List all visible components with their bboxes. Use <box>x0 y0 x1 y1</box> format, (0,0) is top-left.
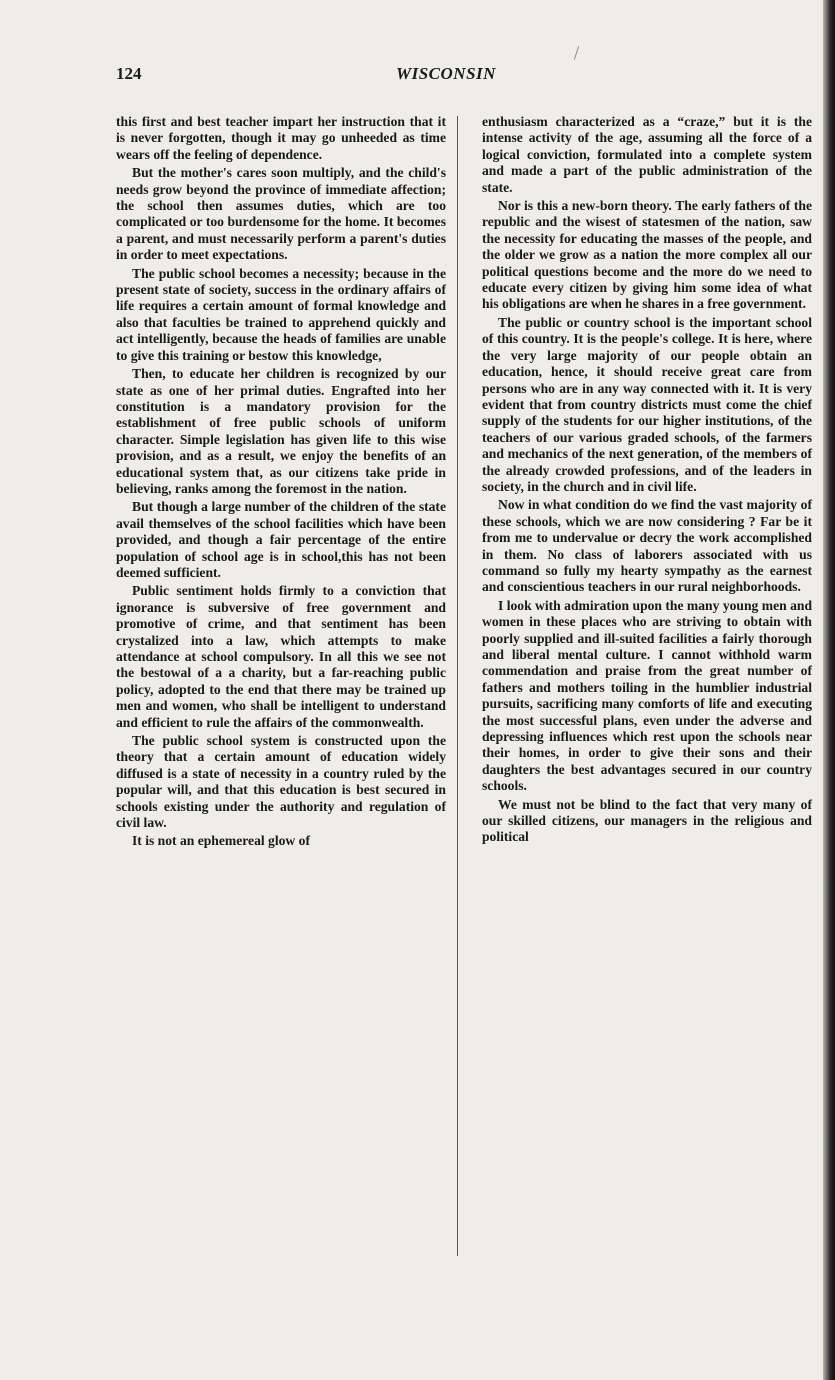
page-number: 124 <box>116 64 142 83</box>
paragraph: Then, to educate her children is recognized by our state as one of her primal duties. Engrafted into her constitution is a mandatory provision for the establishment of free public schools of uniform character. Simple legislation has given life to this wise provision, and as a result, we enjoy the benefits of an educational system that, as our citizens take pride in believing, ranks among the foremost in the nation. <box>116 366 446 496</box>
paragraph: The public or country school is the important school of this country. It is the people's college. It is here, where the very large majority of our people obtain an education, hence, it should receive great care from persons who are in any way connected with it. It is very evident that from country districts must come the chief supply of the students for our higher institutions, of the teachers of our various graded schools, of the farmers and mechanics of the next generation, of the members of the already crowded professions, and of the leaders in society, in the church and in civil life. <box>482 314 812 494</box>
column-divider <box>457 116 458 1256</box>
paragraph: But though a large number of the children of the state avail themselves of the school facilities which have been provided, and though a fair percentage of the entire population of school age is in school,this has not been deemed sufficient. <box>116 499 446 580</box>
running-head: WISCONSIN <box>396 64 496 83</box>
page-header <box>116 64 816 88</box>
paragraph: The public school system is constructed upon the theory that a certain amount of education widely diffused is a state of necessity in a country ruled by the popular will, and that this education is best secured in schools existing under the authority and regulation of civil law. <box>116 733 446 831</box>
paragraph: Nor is this a new-born theory. The early fathers of the republic and the wisest of statesmen of the nation, saw the necessity for educating the masses of the people, and the older we grow as a nation the more complex all our political questions become and the more do we need to educate every citizen by giving him some idea of what his obligations are when he shares in a free government. <box>482 198 812 312</box>
paragraph: We must not be blind to the fact that very many of our skilled citizens, our managers in the religious and political <box>482 796 812 845</box>
page-edge-shadow <box>823 0 835 1380</box>
paragraph: But the mother's cares soon multiply, and the child's needs grow beyond the province of immediate affection; the school then assumes duties, which are too complicated or too burdensome for the home. It becomes a parent, and must necessarily perform a parent's duties in order to meet expectations. <box>116 165 446 263</box>
right-column <box>482 114 812 848</box>
left-column <box>116 114 446 852</box>
paragraph: I look with admiration upon the many young men and women in these places who are striving to obtain with poorly supplied and ill-suited facilities a fairly thorough and liberal mental culture. I cannot withhold warm commendation and praise from the great number of fathers and mothers toiling in the humblier industrial pursuits, sacrificing many comforts of life and executing the most successful plans, even under the adverse and depressing influences which rest upon the schools near their homes, in order to give their sons and their daughters the best advantages secured in our country schools. <box>482 597 812 794</box>
paragraph: this first and best teacher impart her instruction that it is never forgotten, though it may go unheeded as time wears off the feeling of dependence. <box>116 114 446 162</box>
stray-pencil-mark <box>574 46 579 60</box>
paragraph: enthusiasm characterized as a “craze,” but it is the intense activity of the age, assuming all the force of a logical conviction, formulated into a complete system and made a part of the public administration of the state. <box>482 114 812 195</box>
paragraph: Public sentiment holds firmly to a conviction that ignorance is subversive of free government and promotive of crime, and that sentiment has been crystalized into a law, which attempts to make attendance at school compulsory. In all this we see not the bestowal of a a charity, but a far-reaching public policy, adopted to the end that there may be trained up men and women, who shall be intelligent to understand and efficient to rule the affairs of the commonwealth. <box>116 583 446 730</box>
paragraph: Now in what condition do we find the vast majority of these schools, which we are now considering ? Far be it from me to undervalue or decry the work accomplished in them. No class of laborers associated with us command so fully my hearty sympathy as the earnest and conscientious teachers in our rural neighborhoods. <box>482 497 812 595</box>
paragraph: It is not an ephemereal glow of <box>132 833 310 849</box>
paragraph: The public school becomes a necessity; because in the present state of society, success in the ordinary affairs of life requires a certain amount of formal knowledge and also that faculties be trained to apprehend quickly and act intelligently, because the heads of families are unable to give this training or bestow this knowledge, <box>116 265 446 363</box>
